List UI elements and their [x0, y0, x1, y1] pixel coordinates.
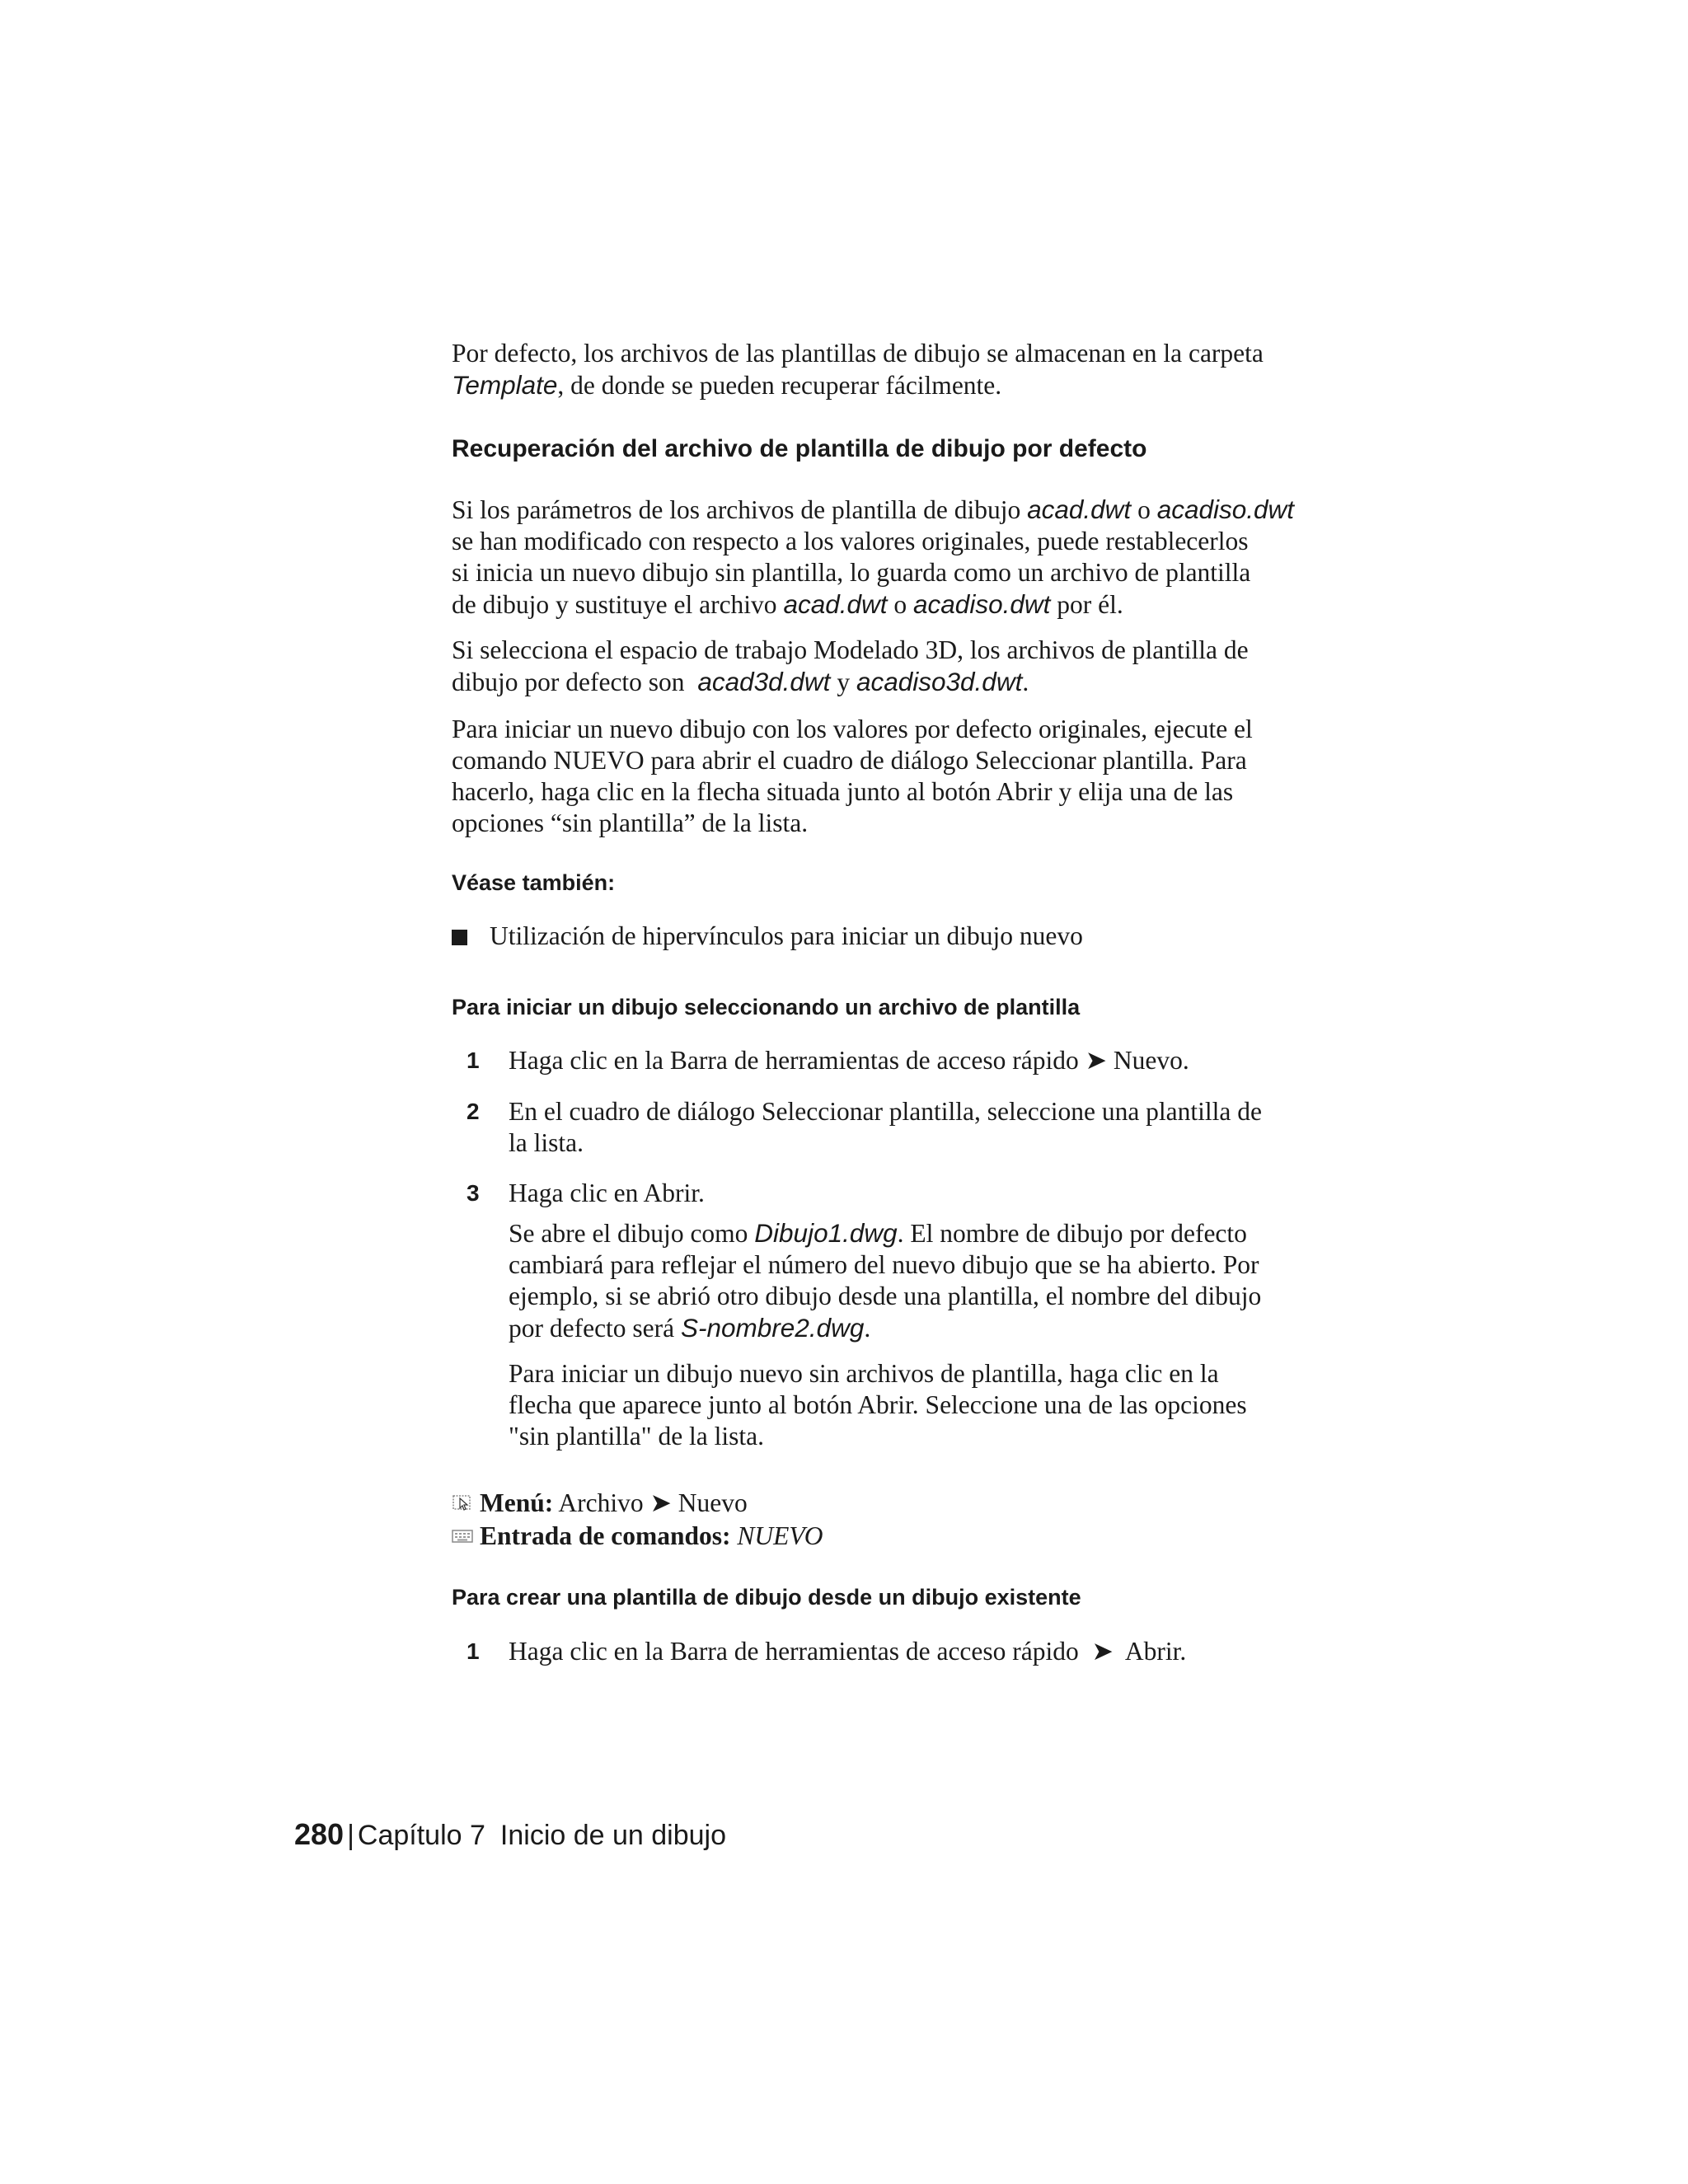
menu-path-line [480, 1488, 1057, 1519]
see-also-link[interactable]: Utilización de hipervínculos para iniciar un dibujo nuevo [490, 921, 1083, 950]
section-paragraph-2: Si selecciona el espacio de trabajo Modelado 3D, los archivos de plantilla de dibujo por defecto son acad3d.dwt y acadiso3d.dwt. [452, 635, 1249, 696]
intro-line-1: Por defecto, los archivos de las plantillas de dibujo se almacenan en la carpeta [452, 339, 1264, 368]
section-heading: Recuperación del archivo de plantilla de dibujo por defecto [452, 435, 1147, 462]
bullet-square-icon [452, 930, 467, 945]
see-also-heading: Véase también: [452, 870, 616, 895]
page-footer [294, 1817, 1118, 1852]
step-note-1: Se abre el dibujo como Dibujo1.dwg. El nombre de dibujo por defecto cambiará para reflejar el número del nuevo dibujo que se ha abierto. Por ejemplo, si se abrió otro dibujo desde una plantilla, el nombre del dibujo por defecto será S-nombre2.dwg. [509, 1218, 1262, 1343]
command-value: NUEVO [737, 1521, 823, 1550]
command-label: Entrada de comandos: [480, 1521, 731, 1550]
intro-line-2: Template, de donde se pueden recuperar fácilmente. [452, 370, 1002, 400]
procedure-heading-2: Para crear una plantilla de dibujo desde un dibujo existente [452, 1585, 1081, 1610]
menu-icon [452, 1493, 473, 1516]
footer-separator: | [347, 1820, 354, 1851]
page-number: 280 [294, 1817, 345, 1851]
section-paragraph-1: Si los parámetros de los archivos de plantilla de dibujo acad.dwt o acadiso.dwt se han modificado con respecto a los valores originales, puede restablecerlos si inicia un nuevo dibujo sin plantilla, lo guarda como un archivo de plantilla de dibujo y sustituye el archivo acad.dwt o acadiso.dwt por él. [452, 494, 1295, 619]
chapter-title: Inicio de un dibujo [499, 1820, 727, 1851]
section-paragraph-3: Para iniciar un nuevo dibujo con los valores por defecto originales, ejecute el comando NUEVO para abrir el cuadro de diálogo Seleccionar plantilla. Para hacerlo, haga clic en la flecha situada junto al botón Abrir y elija una de las opciones “sin plantilla” de la lista. [452, 715, 1253, 837]
step-number: 2 [467, 1099, 480, 1124]
step-text: Haga clic en la Barra de herramientas de acceso rápido ➤ Nuevo. [509, 1046, 1189, 1075]
keyboard-icon [452, 1527, 473, 1549]
step-note-2: Para iniciar un dibujo nuevo sin archivos de plantilla, haga clic en la flecha que aparece junto al botón Abrir. Seleccione una de las opciones "sin plantilla" de la lista. [509, 1359, 1247, 1451]
step-text: Haga clic en la Barra de herramientas de acceso rápido ➤ Abrir. [509, 1637, 1187, 1666]
step-number: 1 [467, 1638, 480, 1664]
procedure-heading-1: Para iniciar un dibujo seleccionando un archivo de plantilla [452, 995, 1081, 1019]
command-entry-line [480, 1521, 1139, 1552]
template-folder-name: Template [452, 370, 558, 400]
step-number: 1 [467, 1047, 480, 1073]
step-text: En el cuadro de diálogo Seleccionar plantilla, seleccione una plantilla de la lista. [509, 1097, 1263, 1157]
intro-paragraph [452, 338, 1325, 401]
chapter-label: Capítulo 7 [357, 1820, 485, 1851]
step-text: Haga clic en Abrir. [509, 1179, 705, 1207]
menu-label: Menú: [480, 1488, 554, 1517]
step-number: 3 [467, 1180, 480, 1206]
menu-path: Archivo ➤ Nuevo [553, 1488, 748, 1517]
